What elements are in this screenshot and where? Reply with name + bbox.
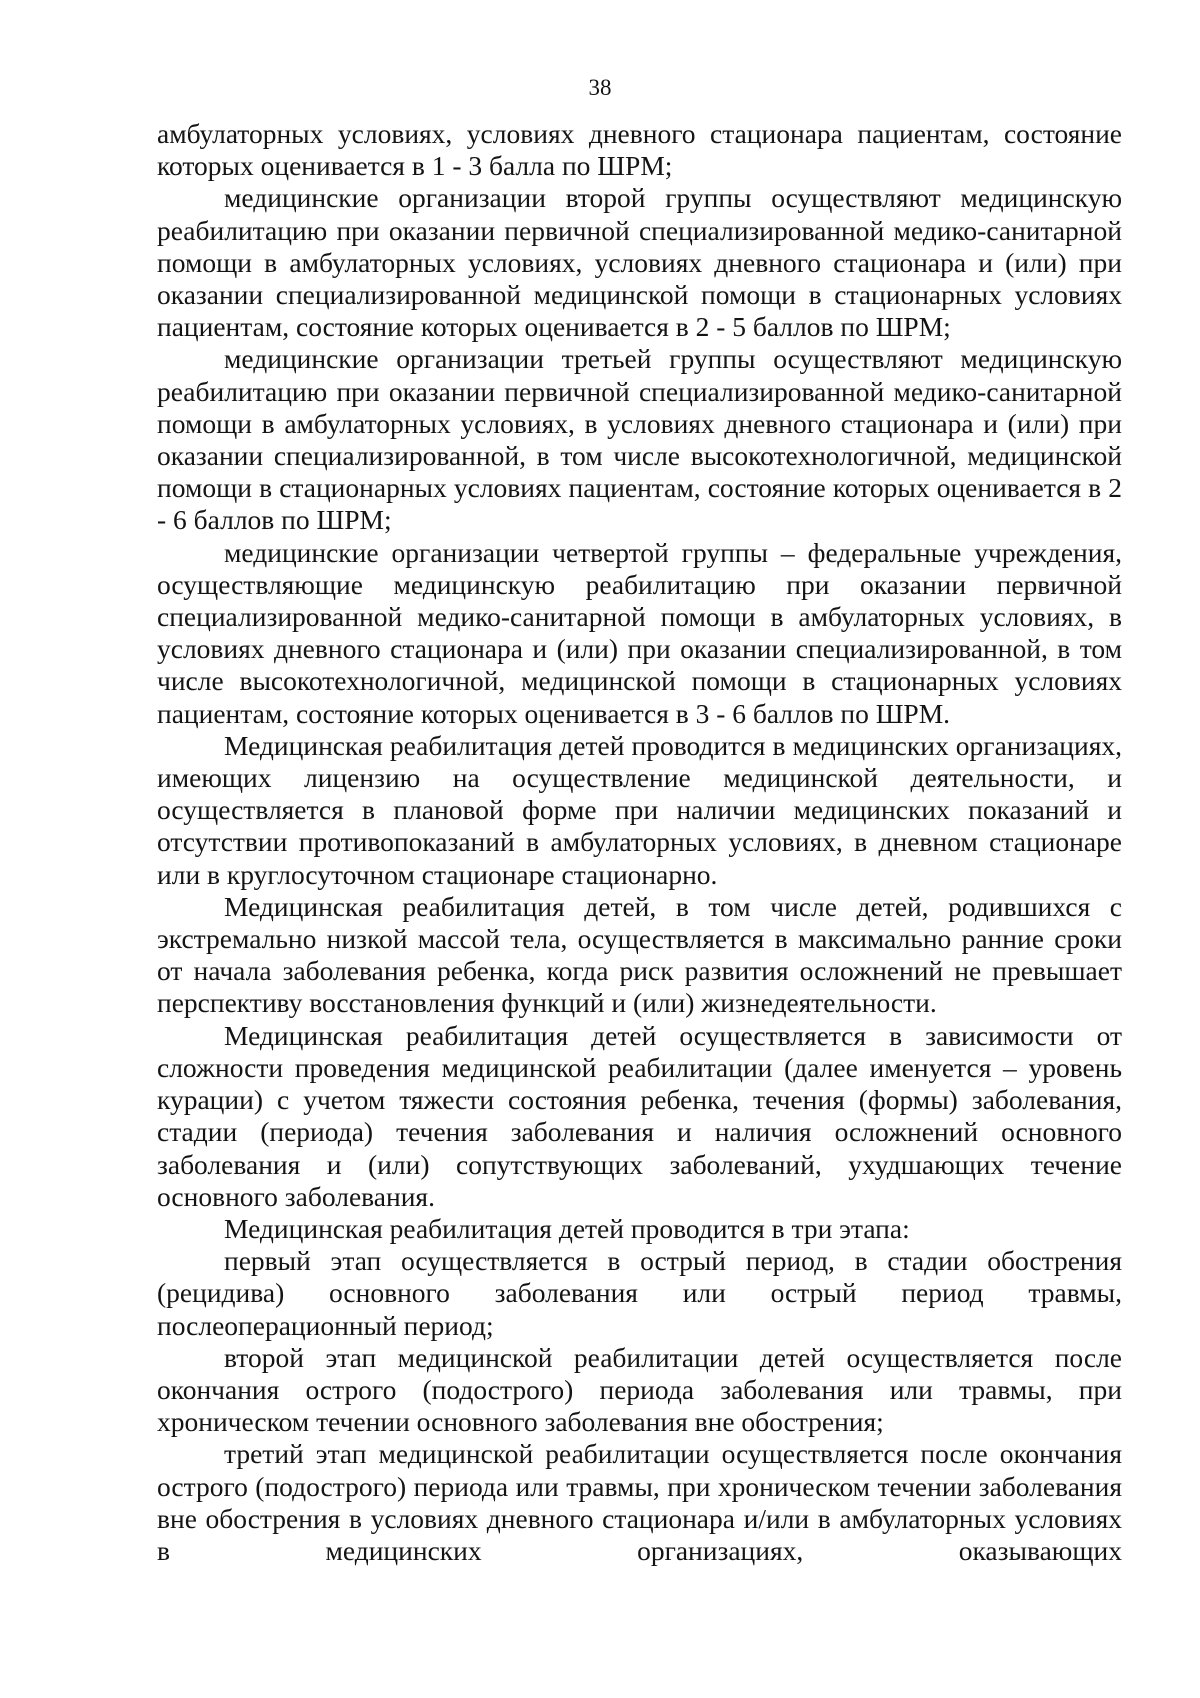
paragraph-stage-one: первый этап осуществляется в острый период, в стадии обострения (рецидива) основного заболевания или острый период травмы, послеоперационный период; [157,1245,1122,1341]
paragraph-three-stages: Медицинская реабилитация детей проводится в три этапа: [224,1212,910,1244]
document-body [157,118,1122,1567]
paragraph-curation-level: Медицинская реабилитация детей осуществляется в зависимости от сложности проведения медицинской реабилитации (далее именуется – уровень курации) с учетом тяжести состояния ребенка, течения (формы) заболевания, стадии (периода) течения заболевания и наличия осложнений основного заболевания и (или) сопутствующих заболеваний, ухудшающих течение основного заболевания. [157,1019,1122,1212]
paragraph-stage-three: третий этап медицинской реабилитации осуществляется после окончания острого (подострого) периода или травмы, при хроническом течении заболевания вне обострения в условиях дневного стационара и/или в амбулаторных условиях в медицинских организациях, оказывающих [157,1438,1122,1566]
paragraph-stage-two: второй этап медицинской реабилитации детей осуществляется после окончания острого (подострого) периода заболевания или травмы, при хроническом течении основного заболевания вне обострения; [157,1341,1122,1438]
paragraph-second-group: медицинские организации второй группы осуществляют медицинскую реабилитацию при оказании первичной специализированной медико-санитарной помощи в амбулаторных условиях, условиях дневного стационара и (или) при оказании специализированной медицинской помощи в стационарных условиях пациентам, состояние которых оценивается в 2 - 5 баллов по ШРМ; [157,182,1122,343]
paragraph-children-rehab-organizations: Медицинская реабилитация детей проводится в медицинских организациях, имеющих лицензию на осуществление медицинской деятельности, и осуществляется в плановой форме при наличии медицинских показаний и отсутствии противопоказаний в амбулаторных условиях, в дневном стационаре или в круглосуточном стационаре стационарно. [157,729,1122,890]
page-number: 38 [588,75,612,100]
paragraph-fourth-group: медицинские организации четвертой группы – федеральные учреждения, осуществляющие медицинскую реабилитацию при оказании первичной специализированной медико-санитарной помощи в амбулаторных условиях, в условиях дневного стационара и (или) при оказании специализированной, в том числе высокотехнологичной, медицинской помощи в стационарных условиях пациентам, состояние которых оценивается в 3 - 6 баллов по ШРМ. [157,536,1122,729]
paragraph-children-rehab-timing: Медицинская реабилитация детей, в том числе детей, родившихся с экстремально низкой массой тела, осуществляется в максимально ранние сроки от начала заболевания ребенка, когда риск развития осложнений не превышает перспективу восстановления функций и (или) жизнедеятельности. [157,890,1122,1019]
paragraph-third-group: медицинские организации третьей группы осуществляют медицинскую реабилитацию при оказании первичной специализированной медико-санитарной помощи в амбулаторных условиях, в условиях дневного стационара и (или) при оказании специализированной, в том числе высокотехнологичной, медицинской помощи в стационарных условиях пациентам, состояние которых оценивается в 2 - 6 баллов по ШРМ; [157,343,1122,536]
paragraph-continuation: амбулаторных условиях, условиях дневного стационара пациентам, состояние которых оценивается в 1 - 3 балла по ШРМ; [157,118,1122,182]
